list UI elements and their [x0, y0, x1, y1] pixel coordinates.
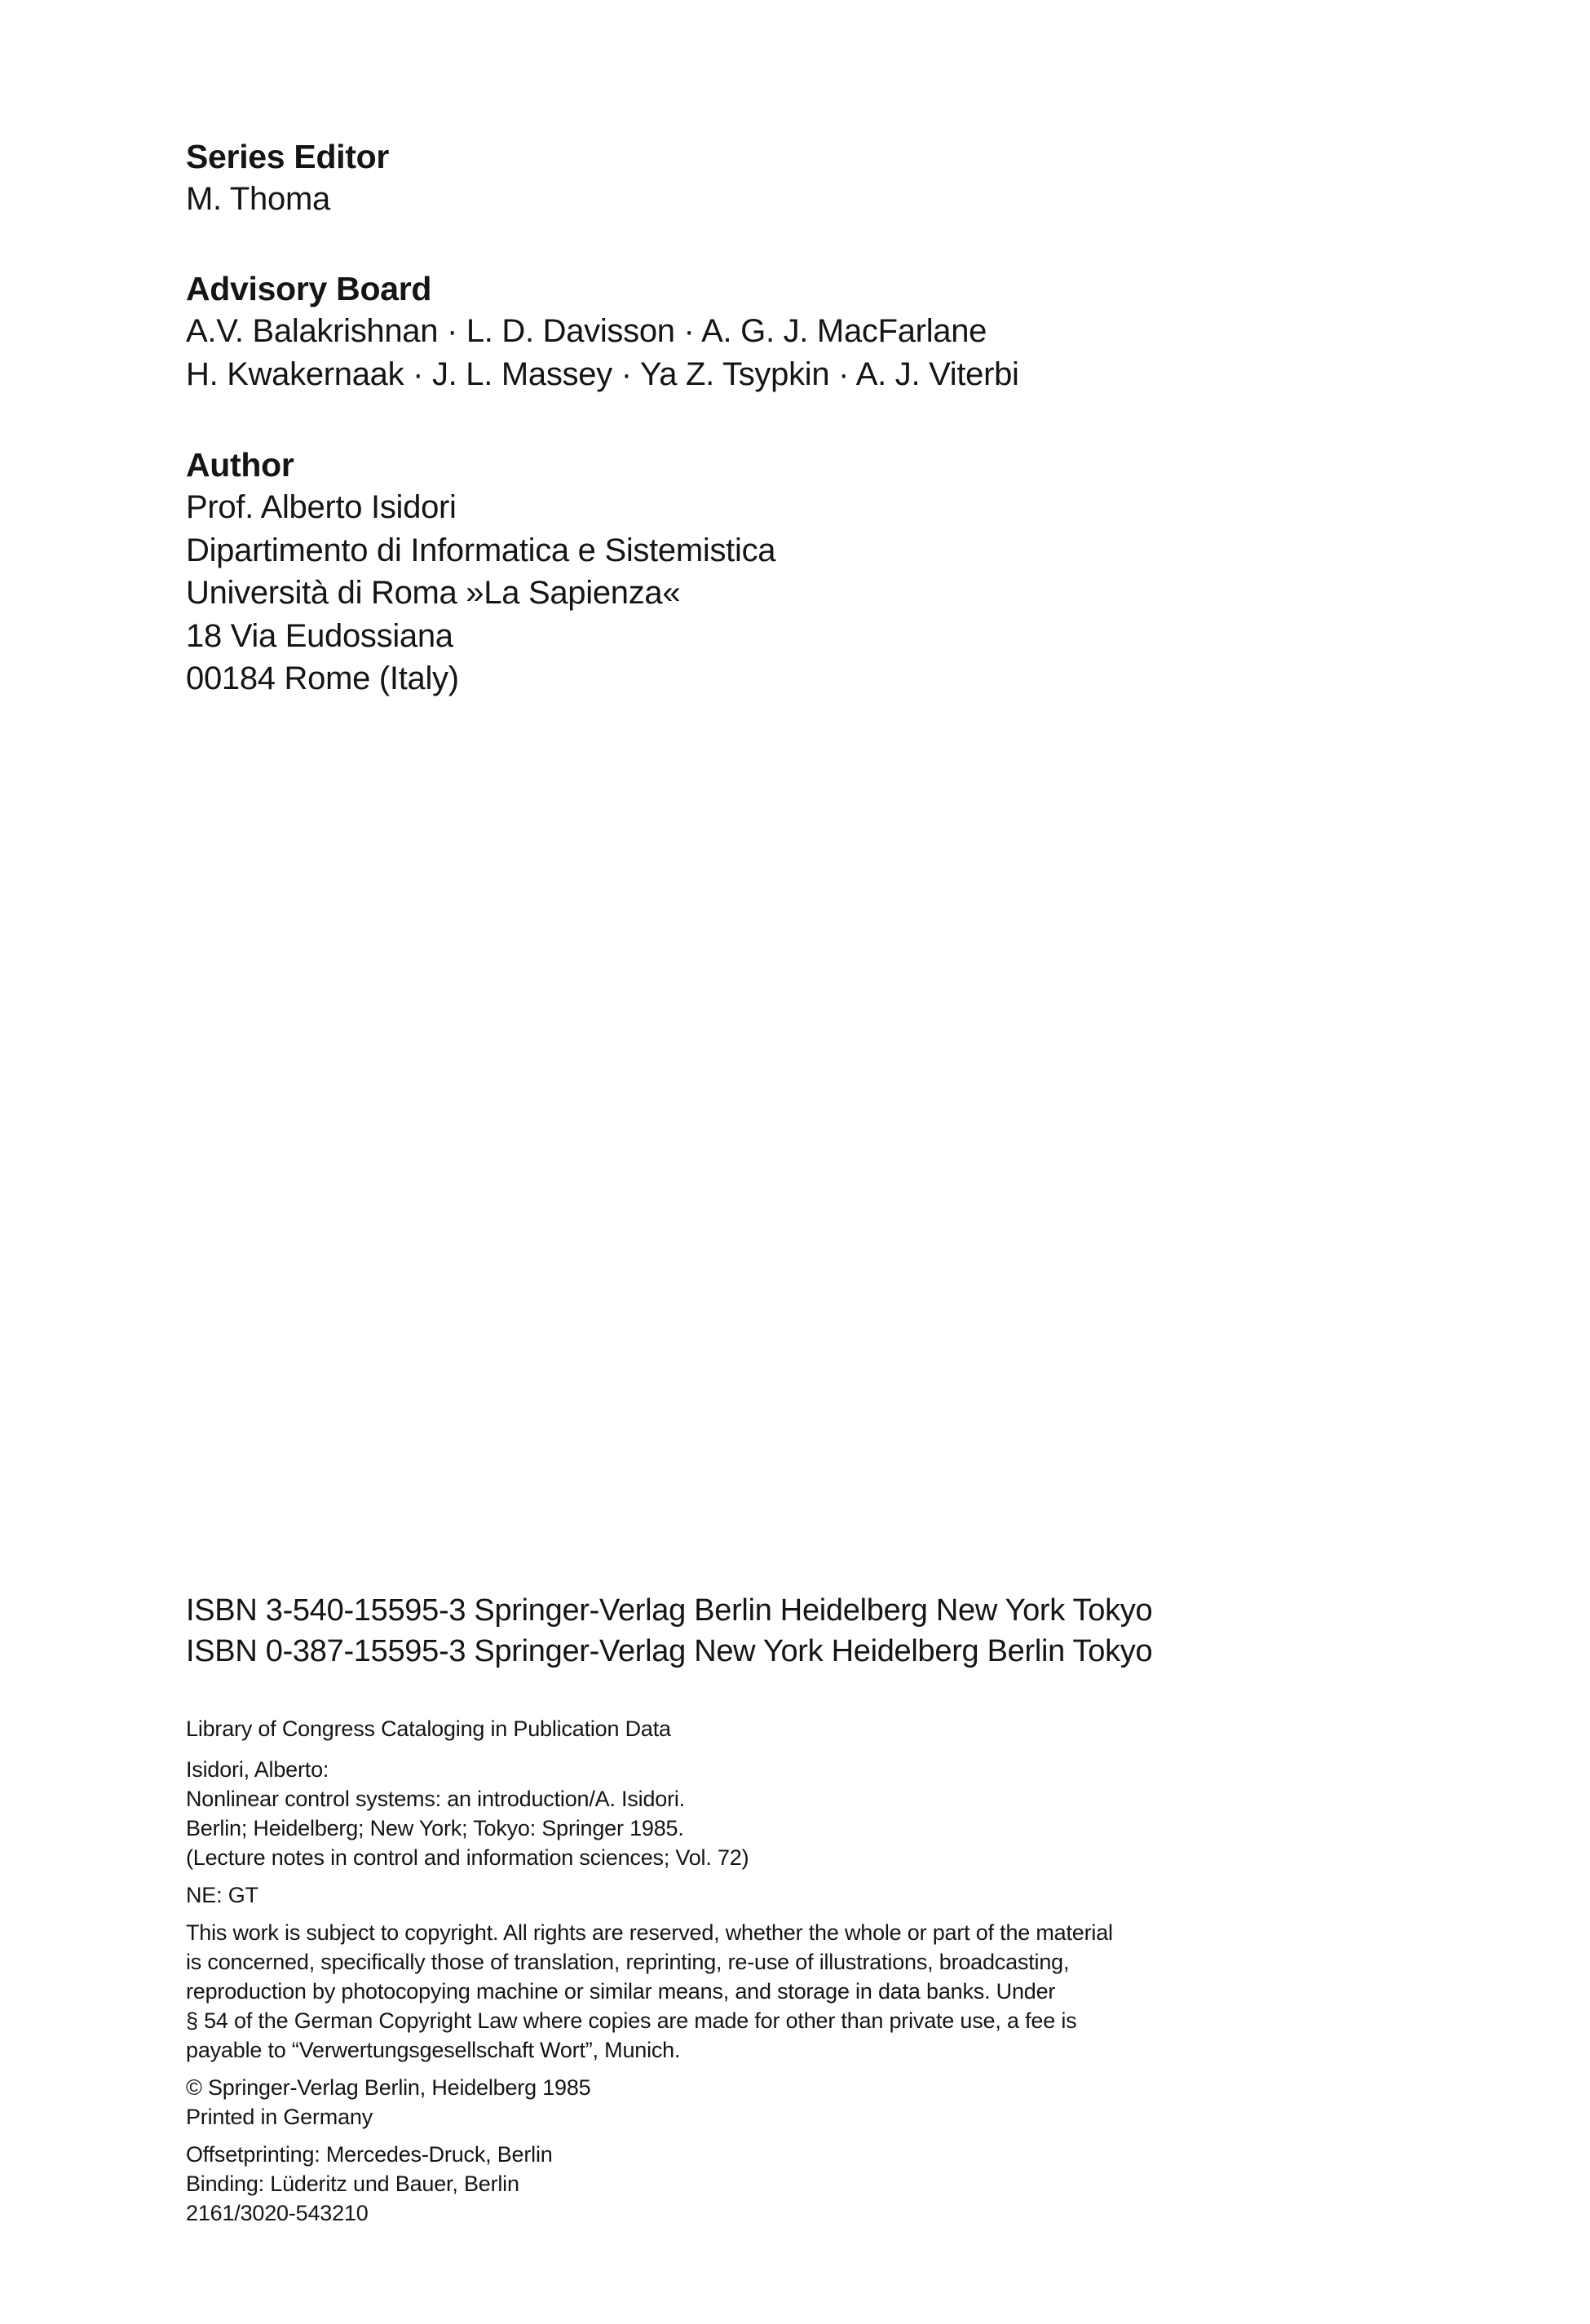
printing-info [186, 2140, 1113, 2228]
advisory-board-section [186, 267, 1019, 395]
copyright-holder [186, 2073, 1113, 2132]
cip-entry-line: Berlin; Heidelberg; New York; Tokyo: Springer 1985. [186, 1816, 684, 1840]
author-name: Prof. Alberto Isidori [186, 489, 457, 525]
author-street: 18 Via Eudossiana [186, 617, 453, 654]
imprint-section [186, 1714, 1113, 2228]
cip-entry-line: Isidori, Alberto: [186, 1757, 329, 1782]
author-university: Università di Roma »La Sapienza« [186, 575, 681, 611]
binding-line: Binding: Lüderitz und Bauer, Berlin [186, 2172, 519, 2196]
copyright-line: © Springer-Verlag Berlin, Heidelberg 1985 [186, 2075, 591, 2100]
cip-title: Library of Congress Cataloging in Publication Data [186, 1716, 671, 1741]
series-editor-name: M. Thoma [186, 181, 330, 217]
cip-entry-line: (Lecture notes in control and information sciences; Vol. 72) [186, 1845, 749, 1870]
series-editor-heading: Series Editor [186, 138, 390, 175]
isbn-line: ISBN 0-387-15595-3 Springer-Verlag New York Heidelberg Berlin Tokyo [186, 1634, 1153, 1668]
copyright-notice-line: § 54 of the German Copyright Law where copies are made for other than private use, a fee is [186, 2008, 1077, 2033]
printing-line: Offsetprinting: Mercedes-Druck, Berlin [186, 2142, 553, 2167]
author-section [186, 444, 775, 700]
isbn-line: ISBN 3-540-15595-3 Springer-Verlag Berlin Heidelberg New York Tokyo [186, 1593, 1153, 1628]
copyright-notice-line: reproduction by photocopying machine or similar means, and storage in data banks. Under [186, 1979, 1056, 2004]
advisory-board-line: H. Kwakernaak · J. L. Massey · Ya Z. Tsypkin · A. J. Viterbi [186, 356, 1019, 392]
copyright-notice-line: is concerned, specifically those of translation, reprinting, re-use of illustrations, broadcasting, [186, 1950, 1070, 1974]
copyright-notice-line: payable to “Verwertungsgesellschaft Wort”, Munich. [186, 2038, 681, 2062]
cip-entry [186, 1755, 1113, 1872]
author-department: Dipartimento di Informatica e Sistemistica [186, 532, 776, 568]
isbn-section [186, 1590, 1152, 1672]
author-city: 00184 Rome (Italy) [186, 661, 459, 696]
advisory-board-heading: Advisory Board [186, 270, 432, 307]
advisory-board-line: A.V. Balakrishnan · L. D. Davisson · A. G. J. MacFarlane [186, 313, 987, 349]
cip-ne: NE: GT [186, 1883, 258, 1907]
cip-entry-line: Nonlinear control systems: an introduction/A. Isidori. [186, 1787, 685, 1811]
print-code-line: 2161/3020-543210 [186, 2201, 369, 2225]
author-heading: Author [186, 446, 294, 484]
copyright-notice-line: This work is subject to copyright. All rights are reserved, whether the whole or part of the material [186, 1920, 1113, 1945]
copyright-notice [186, 1918, 1113, 2065]
printed-in-line: Printed in Germany [186, 2105, 373, 2129]
series-editor-section [186, 135, 389, 221]
